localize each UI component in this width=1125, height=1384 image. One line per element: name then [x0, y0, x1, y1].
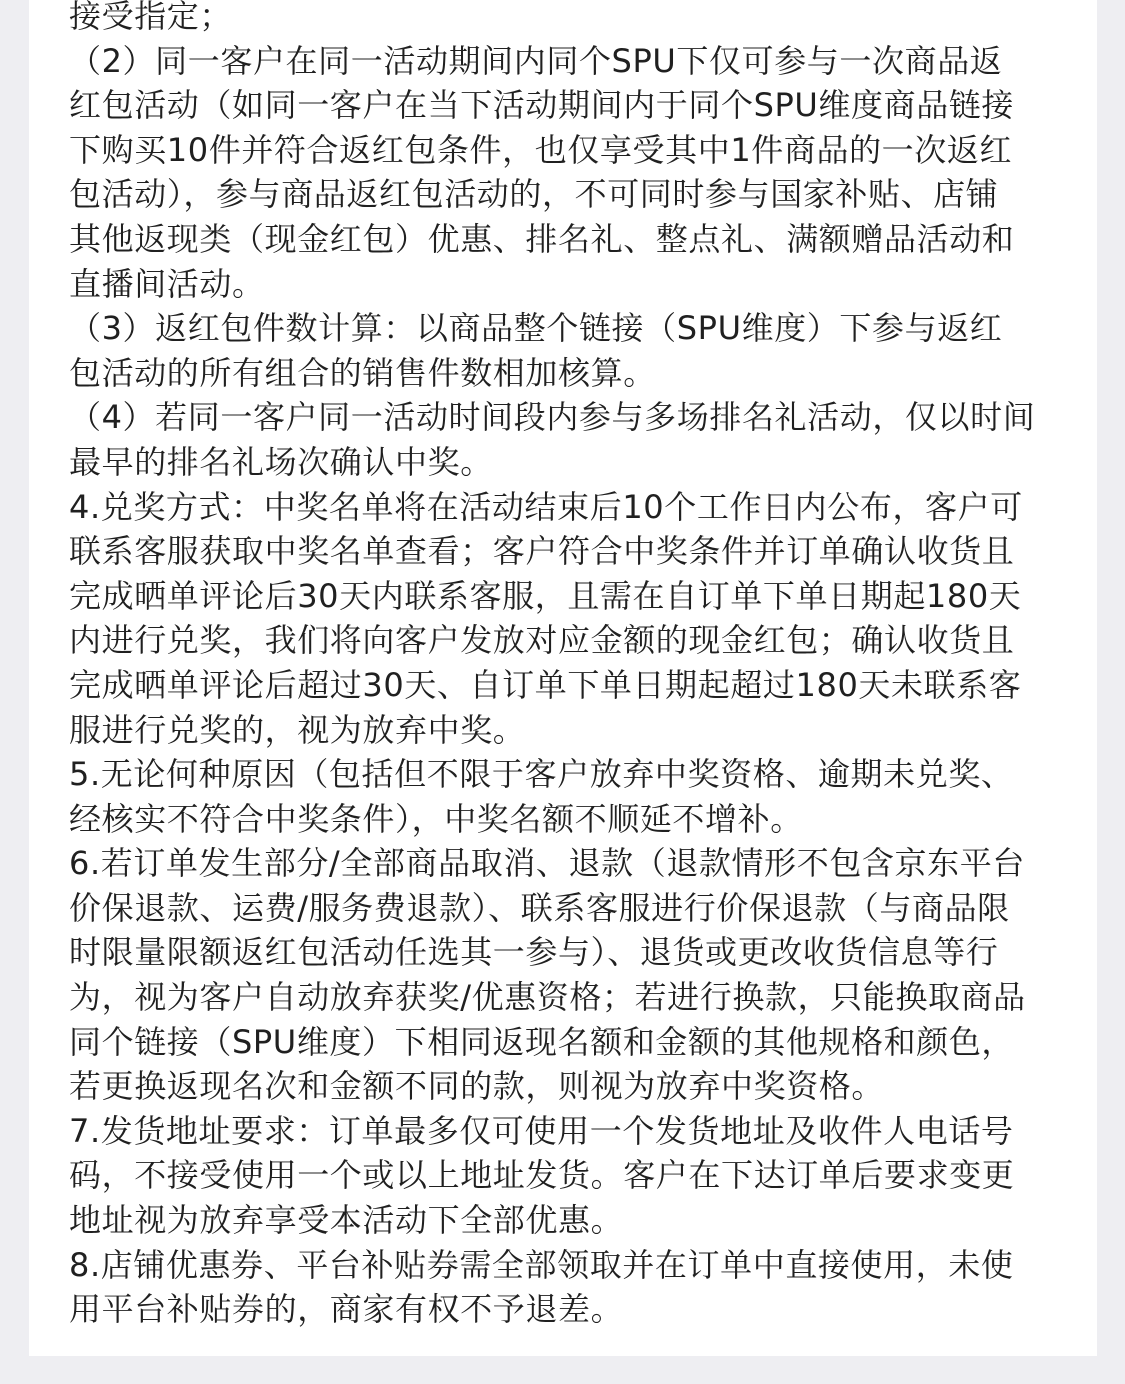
text-line: 下购买10件并符合返红包条件，也仅享受其中1件商品的一次返红 [69, 130, 1013, 169]
text-line: 4.兑奖方式：中奖名单将在活动结束后10个工作日内公布，客户可 [69, 487, 1023, 526]
text-line: 经核实不符合中奖条件），中奖名额不顺延不增补。 [69, 799, 803, 838]
text-line: 用平台补贴券的，商家有权不予退差。 [69, 1290, 624, 1329]
text-line: 最早的排名礼场次确认中奖。 [69, 442, 493, 481]
text-line: 包活动的所有组合的销售件数相加核算。 [69, 353, 656, 392]
text-line: 完成晒单评论后超过30天、自订单下单日期起超过180天未联系客 [69, 665, 1022, 704]
text-line: 红包活动（如同一客户在当下活动期间内于同个SPU维度商品链接 [69, 86, 1015, 125]
text-line: 接受指定； [69, 0, 233, 35]
text-line: 内进行兑奖，我们将向客户发放对应金额的现金红包；确认收货且 [69, 621, 1015, 660]
text-line: 同个链接（SPU维度）下相同返现名额和金额的其他规格和颜色， [69, 1022, 1015, 1061]
text-line: 码，不接受使用一个或以上地址发货。客户在下达订单后要求变更 [69, 1156, 1015, 1195]
rules-card [29, 0, 1097, 1356]
text-line: 为，视为客户自动放弃获奖/优惠资格；若进行换款，只能换取商品 [69, 978, 1026, 1017]
text-line: 7.发货地址要求：订单最多仅可使用一个发货地址及收件人电话号 [69, 1111, 1014, 1150]
text-line: 价保退款、运费/服务费退款）、联系客服进行价保退款（与商品限 [69, 888, 1010, 927]
text-line: 联系客服获取中奖名单查看；客户符合中奖条件并订单确认收货且 [69, 532, 1015, 571]
text-line: （3）返红包件数计算：以商品整个链接（SPU维度）下参与返红 [69, 309, 1003, 348]
text-line: 包活动），参与商品返红包活动的，不可同时参与国家补贴、店铺 [69, 175, 999, 214]
text-line: 地址视为放弃享受本活动下全部优惠。 [69, 1201, 624, 1240]
text-line: 完成晒单评论后30天内联系客服，且需在自订单下单日期起180天 [69, 576, 1022, 615]
text-line: （4）若同一客户同一活动时间段内参与多场排名礼活动，仅以时间 [69, 398, 1036, 437]
text-line: 服进行兑奖的，视为放弃中奖。 [69, 710, 526, 749]
text-line: 若更换返现名次和金额不同的款，则视为放弃中奖资格。 [69, 1067, 885, 1106]
text-line: （2）同一客户在同一活动期间内同个SPU下仅可参与一次商品返 [69, 41, 1003, 80]
rules-text [69, 0, 1069, 1332]
text-line: 时限量限额返红包活动任选其一参与）、退货或更改收货信息等行 [69, 933, 999, 972]
text-line: 6.若订单发生部分/全部商品取消、退款（退款情形不包含京东平台 [69, 844, 1025, 883]
text-line: 其他返现类（现金红包）优惠、排名礼、整点礼、满额赠品活动和 [69, 219, 1015, 258]
text-line: 8.店铺优惠券、平台补贴券需全部领取并在订单中直接使用，未使 [69, 1245, 1014, 1284]
text-line: 直播间活动。 [69, 264, 265, 303]
text-line: 5.无论何种原因（包括但不限于客户放弃中奖资格、逾期未兑奖、 [69, 755, 1014, 794]
